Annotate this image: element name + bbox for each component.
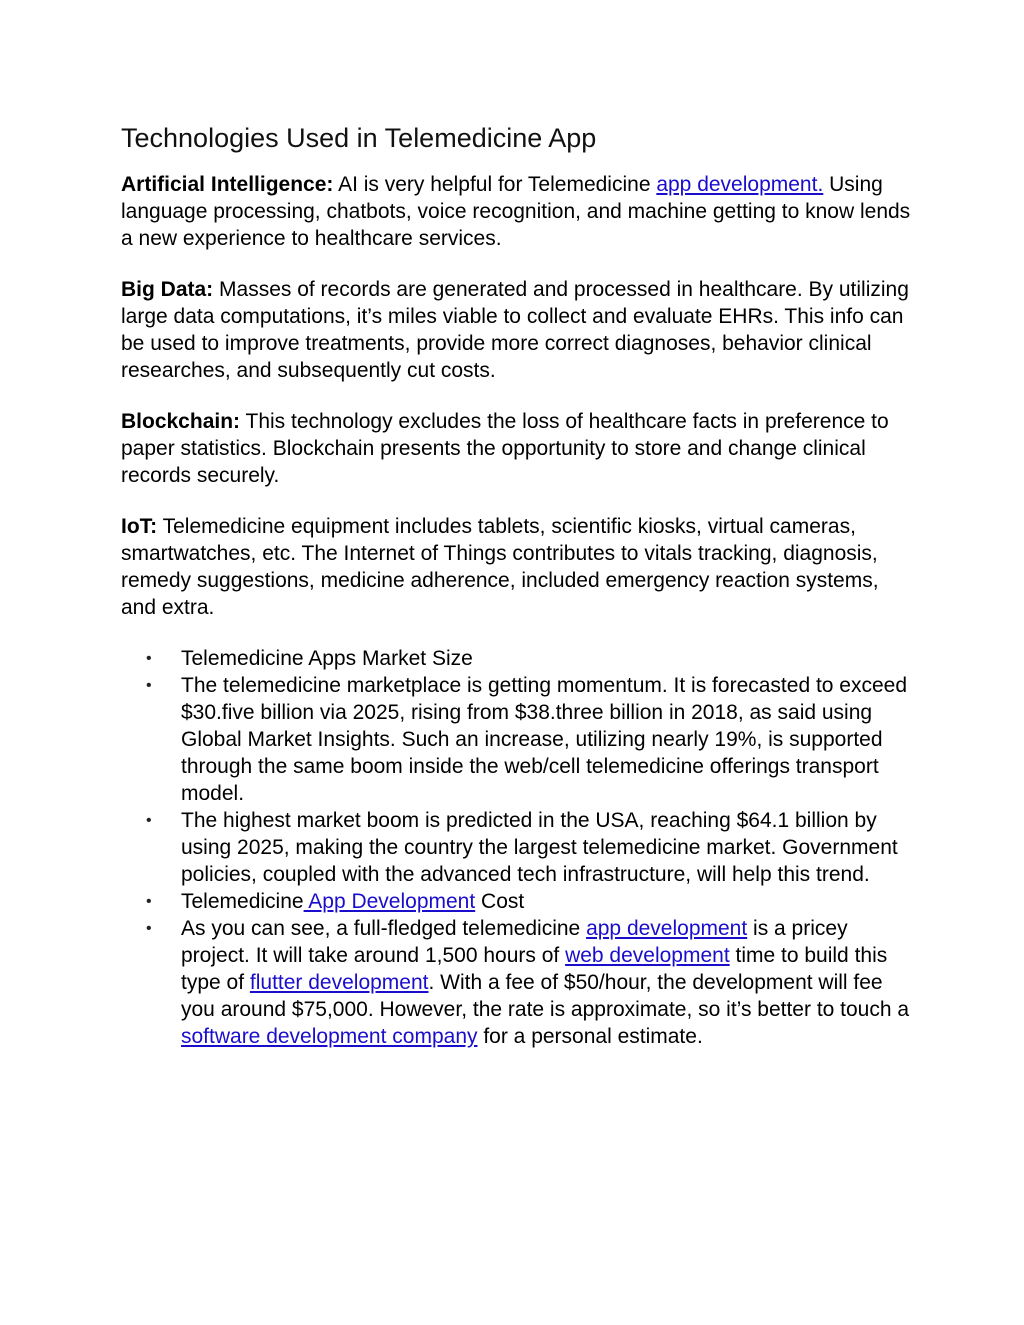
- list-item-market-size: [121, 645, 911, 672]
- bullet-icon: •: [146, 920, 152, 937]
- big-data-text: Masses of records are generated and processed in healthcare. By utilizing large data computations, it’s miles viable to collect and evaluate EHRs. This info can be used to improve treatments, provide more correct diagnoses, behavior clinical researches, and subsequently cut costs.: [121, 278, 909, 382]
- list-item-text: time to build this type of: [181, 944, 888, 994]
- list-item-usa: [121, 807, 911, 888]
- paragraph-iot: [121, 513, 911, 621]
- list-item-text: for a personal estimate.: [477, 1025, 703, 1048]
- web-development-link[interactable]: web development: [565, 944, 730, 967]
- paragraph-big-data: [121, 276, 911, 384]
- blockchain-text: This technology excludes the loss of healthcare facts in preference to paper statistics. Blockchain presents the opportunity to store and change clinical records securely.: [121, 410, 889, 487]
- page-title: Technologies Used in Telemedicine App: [121, 123, 597, 153]
- blockchain-heading: Blockchain:: [121, 410, 241, 433]
- software-development-company-link[interactable]: software development company: [181, 1025, 478, 1048]
- list-item-text: Telemedicine: [181, 890, 304, 913]
- list-item-text: The telemedicine marketplace is getting momentum. It is forecasted to exceed $30.five billion via 2025, rising from $38.three billion in 2018, as said using Global Market Insights. Such an increase, utilizing nearly 19%, is supported through the same boom inside the web/cell telemedicine offerings transport model.: [181, 674, 908, 805]
- ai-text: AI is very helpful for Telemedicine: [333, 173, 657, 196]
- bullet-icon: •: [146, 650, 152, 667]
- list-item-cost: [121, 888, 911, 915]
- bullet-icon: •: [146, 677, 152, 694]
- list-item-text: Cost: [475, 890, 525, 913]
- document-page: [121, 118, 911, 1050]
- list-item-estimate: [121, 915, 911, 1050]
- bullet-icon: •: [146, 812, 152, 829]
- ai-text-continued: Using language processing, chatbots, voice recognition, and machine getting to know lends a new experience to healthcare services.: [121, 173, 911, 250]
- list-item-momentum: [121, 672, 911, 807]
- list-item-text: . With a fee of $50/hour, the development will fee you around $75,000. However, the rate is approximate, so it’s better to touch a: [181, 971, 910, 1021]
- list-item-text: is a pricey project. It will take around 1,500 hours of: [181, 917, 848, 967]
- paragraph-blockchain: [121, 408, 911, 489]
- app-development-link[interactable]: app development.: [656, 173, 824, 196]
- iot-heading: IoT:: [121, 515, 158, 538]
- iot-text: Telemedicine equipment includes tablets, scientific kiosks, virtual cameras, smartwatches, etc. The Internet of Things contributes to vitals tracking, diagnosis, remedy suggestions, medicine adherence, included emergency reaction systems, and extra.: [121, 515, 879, 619]
- app-development-link-2[interactable]: App Development: [303, 890, 476, 913]
- bullet-icon: •: [146, 893, 152, 910]
- ai-heading: Artificial Intelligence:: [121, 173, 334, 196]
- list-item-text: The highest market boom is predicted in the USA, reaching $64.1 billion by using 2025, making the country the largest telemedicine market. Government policies, coupled with the advanced tech infrastructure, will help this trend.: [181, 809, 898, 886]
- paragraph-ai: [121, 171, 911, 252]
- bullet-list: [121, 645, 911, 1050]
- list-item-text: Telemedicine Apps Market Size: [181, 647, 473, 670]
- flutter-development-link[interactable]: flutter development: [249, 971, 429, 994]
- list-item-text: As you can see, a full-fledged telemedicine: [181, 917, 587, 940]
- big-data-heading: Big Data:: [121, 278, 214, 301]
- app-development-link-3[interactable]: app development: [586, 917, 748, 940]
